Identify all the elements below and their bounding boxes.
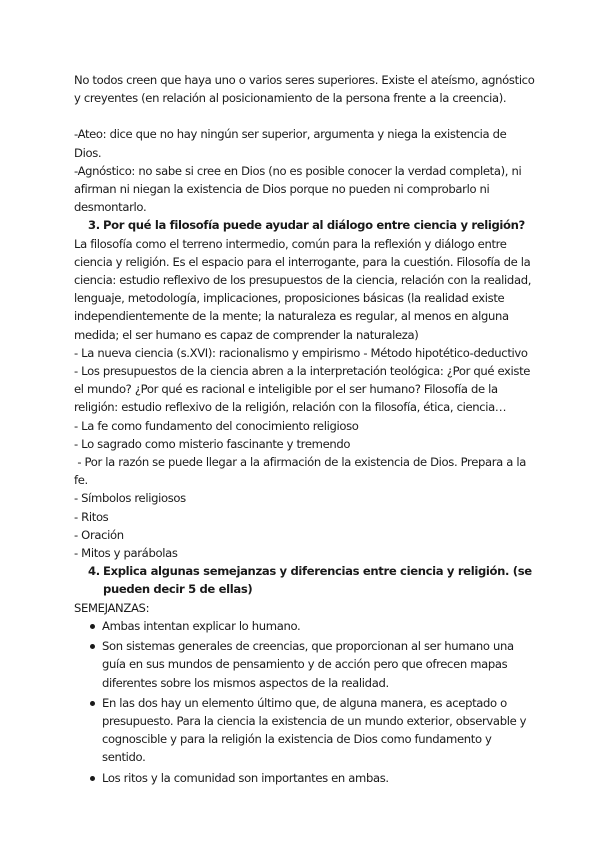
list-item: - Símbolos religiosos [74,491,186,506]
question-4-number: 4. [88,564,100,579]
section-label-semejanzas: SEMEJANZAS: [74,600,150,615]
bullet-item [74,694,536,767]
list-item: - Lo sagrado como misterio fascinante y tremendo [74,436,351,451]
document-page [74,71,536,787]
list-item: - Por la razón se puede llegar a la afirmación de la existencia de Dios. Prepara a la fe. [74,455,530,488]
bullet-text: Los ritos y la comunidad son importantes en ambas. [102,770,389,785]
bullet-icon [88,617,102,635]
paragraph-gap [74,107,536,125]
bullet-icon [88,637,102,692]
list-item: - Mitos y parábolas [74,546,178,561]
question-3-text: Por qué la filosofía puede ayudar al diálogo entre ciencia y religión? [103,218,525,233]
bullet-icon [88,694,102,767]
definition-ateo: -Ateo: dice que no hay ningún ser superior, argumenta y niega la existencia de Dios. [74,127,507,160]
list-item: - La nueva ciencia (s.XVI): racionalismo y empirismo - Método hipotético-deductivo [74,345,528,360]
question-4-text: Explica algunas semejanzas y diferencias entre ciencia y religión. (se pueden decir 5 de ellas) [103,564,532,597]
question-3-heading [74,216,536,234]
list-item: - Los presupuestos de la ciencia abren a la interpretación teológica: ¿Por qué existe el mundo? ¿Por qué es racional e inteligible por el ser humano? Filosofía de la religión: estudio reflexivo de la religión, relación con la filosofía, ética, ciencia… [74,364,531,415]
bullet-item [74,617,536,635]
bullet-icon [88,769,102,787]
bullet-text: En las dos hay un elemento último que, de alguna manera, es aceptado o presupuesto. Para la ciencia la existencia de un mundo exterior, observable y cognoscible y para la religión la existencia de Dios como fundamento y sentido. [102,695,527,765]
bullet-text: Ambas intentan explicar lo humano. [102,618,301,633]
question-3-answer: La filosofía como el terreno intermedio, común para la reflexión y diálogo entre ciencia y religión. Es el espacio para el interrogante, para la cuestión. Filosofía de la ciencia: estudio reflexivo de los presupuestos de la ciencia, relación con la realidad, lenguaje, metodología, implicaciones, proposiciones básicas (la realidad existe independientemente de la mente; la naturaleza es regular, al menos en alguna medida; el ser humano es capaz de comprender la naturaleza) [74,236,532,342]
question-4-heading [74,562,536,598]
list-item: - Oración [74,527,124,542]
list-item: - Ritos [74,509,109,524]
bullet-item [74,769,536,787]
intro-paragraph: No todos creen que haya uno o varios seres superiores. Existe el ateísmo, agnóstico y creyentes (en relación al posicionamiento de la persona frente a la creencia). [74,73,535,106]
definition-agnostico: -Agnóstico: no sabe si cree en Dios (no es posible conocer la verdad completa), ni afirman ni niegan la existencia de Dios porque no pueden ni comprobarlo ni desmontarlo. [74,163,522,215]
bullet-item [74,637,536,692]
bullet-text: Son sistemas generales de creencias, que proporcionan al ser humano una guía en sus mundos de pensamiento y de acción pero que ofrecen mapas diferentes sobre los mismos aspectos de la realidad. [102,639,514,690]
question-3-number: 3. [88,218,100,233]
list-item: - La fe como fundamento del conocimiento religioso [74,418,359,433]
